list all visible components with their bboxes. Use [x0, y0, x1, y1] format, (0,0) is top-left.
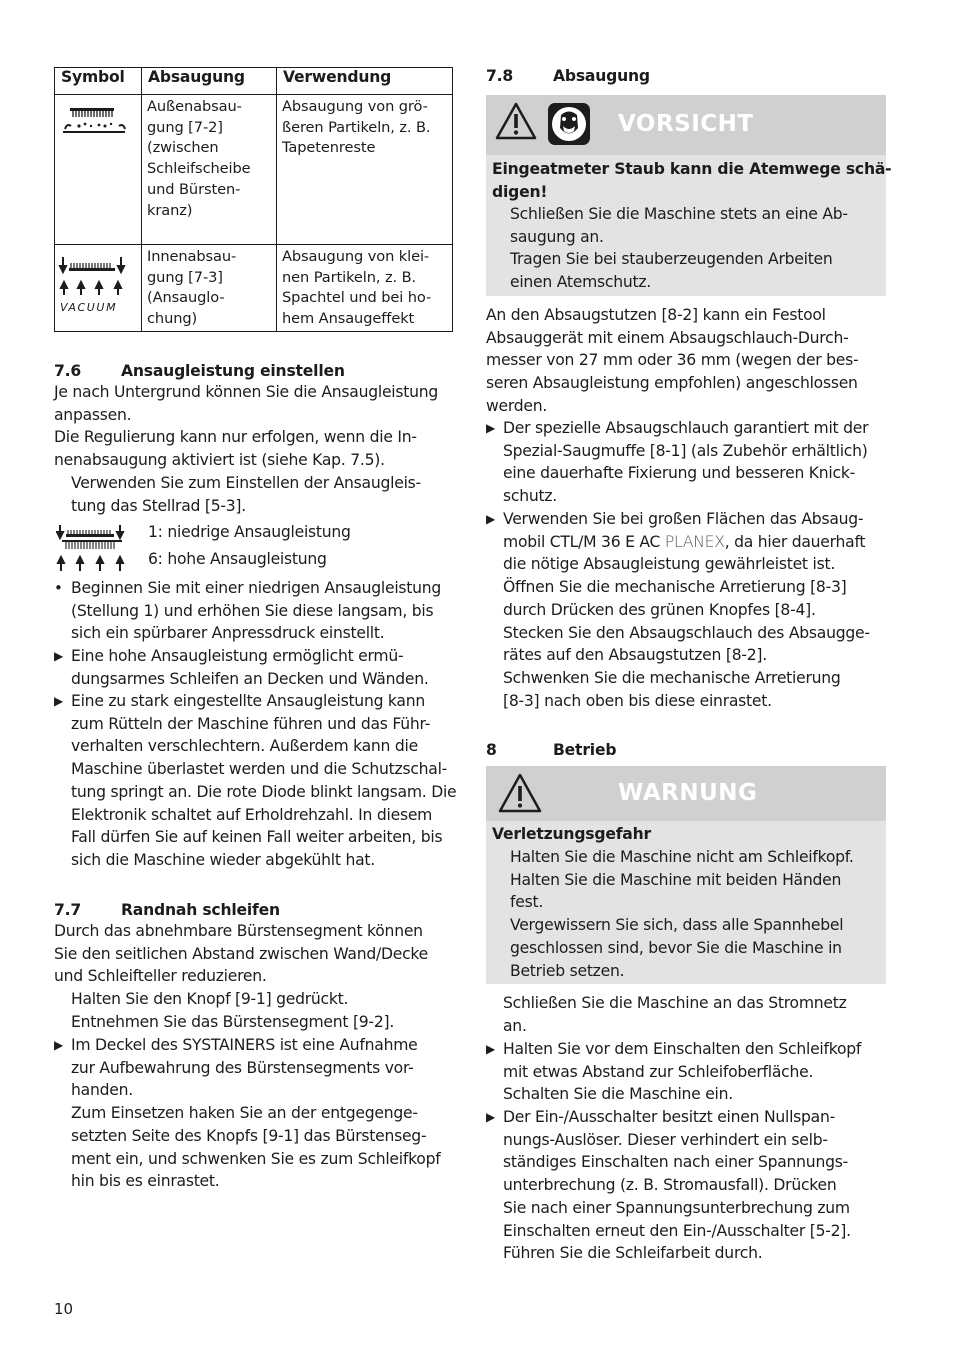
text-line: nenabsaugung aktiviert ist (siehe Kap. 7.5).	[54, 451, 385, 470]
cell-line: Spachtel und bei ho-	[282, 289, 432, 307]
text-line: tung das Stellrad [5-3].	[71, 496, 246, 515]
table-header-absaugung: Absaugung	[142, 68, 277, 95]
section-number: 7.8	[486, 67, 514, 85]
cell-line: chung)	[147, 310, 198, 328]
paragraph	[486, 992, 886, 1037]
text-line: digen!	[492, 182, 548, 201]
text-line: Halten Sie die Maschine mit beiden Händen	[510, 870, 842, 889]
cell-line: nen Partikeln, z. B.	[282, 268, 417, 286]
section-title: Randnah schleifen	[121, 901, 280, 919]
text-line: [8-3] nach oben bis diese einrastet.	[503, 691, 772, 710]
section-number: 7.7	[54, 901, 82, 919]
page-number: 10	[54, 1300, 74, 1318]
suction-level-icon	[56, 523, 126, 573]
text-line: schutz.	[503, 487, 557, 506]
text-line: werden.	[486, 396, 548, 415]
text-line: tung springt an. Die rote Diode blinkt langsam. Die	[71, 782, 457, 801]
text-line	[486, 531, 886, 554]
signal-word: WARNUNG	[618, 780, 758, 806]
text-line: Halten Sie die Maschine nicht am Schleifkopf.	[510, 848, 854, 866]
text-line: Im Deckel des SYSTAINERS ist eine Aufnahme	[71, 1036, 418, 1054]
warning-box-header	[486, 766, 886, 821]
text-line: Halten Sie den Knopf [9-1] gedrückt.	[71, 990, 349, 1009]
text-line: seren Absaugleistung empfohlen) angeschlossen	[486, 374, 858, 393]
text-line: Eine zu stark eingestellte Ansaugleistung kann	[71, 692, 426, 710]
text-line: Zum Einsetzen haken Sie an der entgegenge-	[71, 1104, 418, 1123]
text-line: Sie den seitlichen Abstand zwischen Wand/Decke	[54, 944, 428, 963]
text-line: Eingeatmeter Staub kann die Atemwege schä-	[492, 160, 892, 178]
text-line: Einschalten erneut den Ein-/Ausschalter [5-2].	[503, 1221, 851, 1240]
text-line: Betrieb setzen.	[510, 961, 625, 980]
table-cell-symbol	[55, 245, 142, 332]
text-line: setzten Seite des Knopfs [9-1] das Bürstenseg-	[71, 1126, 427, 1145]
bullet-dot-icon: •	[54, 579, 63, 597]
text-line: Durch das abnehmbare Bürstensegment können	[54, 922, 423, 940]
text-line: unterbrechung (z. B. Stromausfall). Drücken	[503, 1176, 837, 1195]
text-line: fest.	[510, 893, 544, 912]
text-line: 1: niedrige Ansaugleistung	[148, 523, 351, 541]
text-line: an.	[503, 1016, 527, 1035]
text-line: sich die Maschine wieder abgekühlt hat.	[71, 850, 375, 869]
text-line: Schalten Sie die Maschine ein.	[503, 1085, 733, 1104]
section-title: Ansaugleistung einstellen	[121, 362, 345, 380]
text-line: sich ein spürbarer Anpressdruck einstellt.	[71, 624, 385, 643]
text-line: Die Regulierung kann nur erfolgen, wenn die In-	[54, 428, 417, 447]
section-heading-8	[486, 740, 616, 760]
text-line: handen.	[71, 1081, 133, 1100]
cell-line: ßeren Partikeln, z. B.	[282, 118, 431, 136]
vacuum-label: VACUUM	[60, 301, 118, 314]
warning-triangle-icon	[494, 101, 538, 141]
text-line: Der spezielle Absaugschlauch garantiert mit der	[503, 419, 869, 437]
text-line: ständiges Einschalten nach einer Spannungs-	[503, 1153, 848, 1172]
text-line: Je nach Untergrund können Sie die Ansaugleistung	[54, 383, 439, 401]
table-cell-verwendung	[277, 245, 453, 332]
text-line: An den Absaugstutzen [8-2] kann ein Festool	[486, 306, 826, 324]
text-line: und Schleifteller reduzieren.	[54, 967, 267, 986]
text-line: Verwenden Sie zum Einstellen der Ansaugleis-	[71, 473, 421, 492]
paragraph	[54, 381, 454, 517]
text-line: (Stellung 1) und erhöhen Sie diese langsam, bis	[71, 601, 434, 620]
text-line: nungs-Auslöser. Dieser verhindert ein selb-	[503, 1130, 828, 1149]
text-line: Halten Sie vor dem Einschalten den Schleifkopf	[503, 1040, 862, 1058]
section-number: 8	[486, 741, 497, 759]
text-line: dungsarmes Schleifen an Decken und Wänden.	[71, 669, 429, 688]
text-line: Schwenken Sie die mechanische Arretierung	[503, 668, 841, 687]
text-line: anpassen.	[54, 405, 132, 424]
caution-box-header	[486, 95, 886, 155]
hazard-title	[492, 823, 651, 846]
text-line: Stecken Sie den Absaugschlauch des Absaugge-	[503, 623, 870, 642]
text-line: rätes auf den Absaugstutzen [8-2].	[503, 646, 767, 665]
text-line: hin bis es einrastet.	[71, 1172, 220, 1191]
planex-brand-text: PLANEX	[664, 532, 725, 551]
text-line: Verwenden Sie bei großen Flächen das Absaug-	[503, 510, 864, 528]
text-line: Schließen Sie die Maschine stets an eine Ab-	[510, 205, 848, 223]
text-line: Spezial-Saugmuffe [8-1] (als Zubehör erhältlich)	[503, 441, 868, 460]
cell-line: Schleifscheibe	[147, 160, 251, 178]
cell-line: Innenabsau-	[147, 248, 237, 265]
text-line: Absauggerät mit einem Absaugschlauch-Durch-	[486, 328, 849, 347]
text-line: Maschine überlastet werden und die Schutzschal-	[71, 760, 448, 779]
text-line: Tragen Sie bei stauberzeugenden Arbeiten	[510, 250, 833, 269]
text-line: Fall dürfen Sie auf keinen Fall weiter arbeiten, bis	[71, 828, 443, 847]
text-line: durch Drücken des grünen Knopfes [8-4].	[503, 600, 816, 619]
warning-box	[486, 766, 886, 984]
text-line: Eine hohe Ansaugleistung ermöglicht ermü-	[71, 647, 404, 665]
triangle-right-icon: ▶	[54, 1038, 63, 1052]
cell-line: gung [7-2]	[147, 118, 223, 136]
cell-line: kranz)	[147, 201, 193, 219]
text-line: saugung an.	[510, 227, 604, 246]
text-line: Verletzungsgefahr	[492, 825, 652, 843]
outer-extraction-icon	[55, 95, 135, 155]
respirator-mask-icon	[547, 102, 591, 146]
text-line: Sie nach einer Spannungsunterbrechung zum	[503, 1198, 850, 1217]
paragraph	[486, 304, 886, 418]
text-line: geschlossen sind, bevor Sie die Maschine in	[510, 938, 842, 957]
text-line: Der Ein-/Ausschalter besitzt einen Nullspan-	[503, 1108, 836, 1126]
note-item	[54, 690, 457, 872]
bullet-item	[54, 577, 454, 645]
text-line: zum Rütteln der Maschine führen und das Führ-	[71, 714, 431, 733]
warning-triangle-icon	[497, 772, 543, 814]
cell-line: Absaugung von klei-	[282, 248, 430, 265]
text-line: die nötige Absaugleistung gewährleistet ist.	[503, 555, 836, 574]
text-line: Entnehmen Sie das Bürstensegment [9-2].	[71, 1012, 395, 1031]
signal-word: VORSICHT	[618, 111, 754, 137]
text-line: messer von 27 mm oder 36 mm (wegen der bes-	[486, 351, 859, 370]
note-item	[486, 1106, 886, 1265]
symbol-table	[54, 67, 453, 332]
table-cell-verwendung	[277, 95, 453, 245]
hazard-measures	[510, 203, 880, 294]
triangle-right-icon: ▶	[486, 421, 495, 435]
note-item	[486, 1038, 886, 1106]
text-line: Vergewissern Sie sich, dass alle Spannhebel	[510, 916, 844, 935]
text-line: zur Aufbewahrung des Bürstensegments vor-	[71, 1058, 414, 1077]
text-line: mit etwas Abstand zur Schleifoberfläche.	[503, 1062, 814, 1081]
text-line: verhalten verschlechtern. Außerdem kann die	[71, 737, 418, 756]
note-item	[486, 508, 886, 712]
hazard-title	[492, 158, 891, 203]
text-line: Führen Sie die Schleifarbeit durch.	[503, 1244, 763, 1263]
cell-line: Außenabsau-	[147, 98, 242, 115]
text-line: Beginnen Sie mit einer niedrigen Ansaugleistung	[71, 579, 442, 597]
table-row	[55, 95, 453, 245]
table-header-verwendung: Verwendung	[277, 68, 453, 95]
text-line: eine dauerhafte Fixierung und besseren Knick-	[503, 464, 855, 483]
cell-line: (Ansauglo-	[147, 289, 225, 307]
cell-line: hem Ansaugeffekt	[282, 310, 415, 328]
text-line: ment ein, und schwenken Sie es zum Schleifkopf	[71, 1149, 441, 1168]
text-line: Elektronik schaltet auf Erholdrehzahl. In diesem	[71, 805, 433, 824]
text-line: 6: hohe Ansaugleistung	[148, 550, 327, 568]
table-cell-absaugung	[142, 245, 277, 332]
text-line: Schließen Sie die Maschine an das Stromnetz	[503, 994, 847, 1012]
hazard-measures	[510, 846, 880, 982]
note-item	[54, 1034, 454, 1193]
section-title: Absaugung	[553, 67, 650, 85]
section-number: 7.6	[54, 362, 82, 380]
triangle-right-icon: ▶	[54, 649, 63, 663]
triangle-right-icon: ▶	[54, 694, 63, 708]
cell-line: (zwischen	[147, 139, 219, 157]
text-fragment: , da hier dauerhaft	[724, 532, 866, 551]
section-title: Betrieb	[553, 741, 617, 759]
paragraph	[54, 920, 454, 1034]
level-high-text	[148, 548, 327, 571]
triangle-right-icon: ▶	[486, 1042, 495, 1056]
table-header-symbol: Symbol	[55, 68, 142, 95]
cell-line: gung [7-3]	[147, 268, 223, 286]
cell-line: und Bürsten-	[147, 180, 241, 198]
level-low-text	[148, 521, 351, 544]
table-cell-symbol	[55, 95, 142, 245]
section-heading-7-8	[486, 66, 650, 86]
text-line: Öffnen Sie die mechanische Arretierung [8-3]	[503, 578, 847, 597]
triangle-right-icon: ▶	[486, 512, 495, 526]
caution-box	[486, 95, 892, 296]
note-item	[54, 645, 454, 690]
cell-line: Absaugung von grö-	[282, 98, 428, 115]
cell-line: Tapetenreste	[282, 139, 376, 157]
note-item	[486, 417, 886, 508]
table-row	[55, 245, 453, 332]
section-heading-7-7	[54, 900, 280, 920]
text-line: einen Atemschutz.	[510, 273, 652, 292]
triangle-right-icon: ▶	[486, 1110, 495, 1124]
text-fragment: mobil CTL/M 36 E AC	[503, 532, 665, 551]
section-heading-7-6	[54, 361, 345, 381]
table-cell-absaugung	[142, 95, 277, 245]
